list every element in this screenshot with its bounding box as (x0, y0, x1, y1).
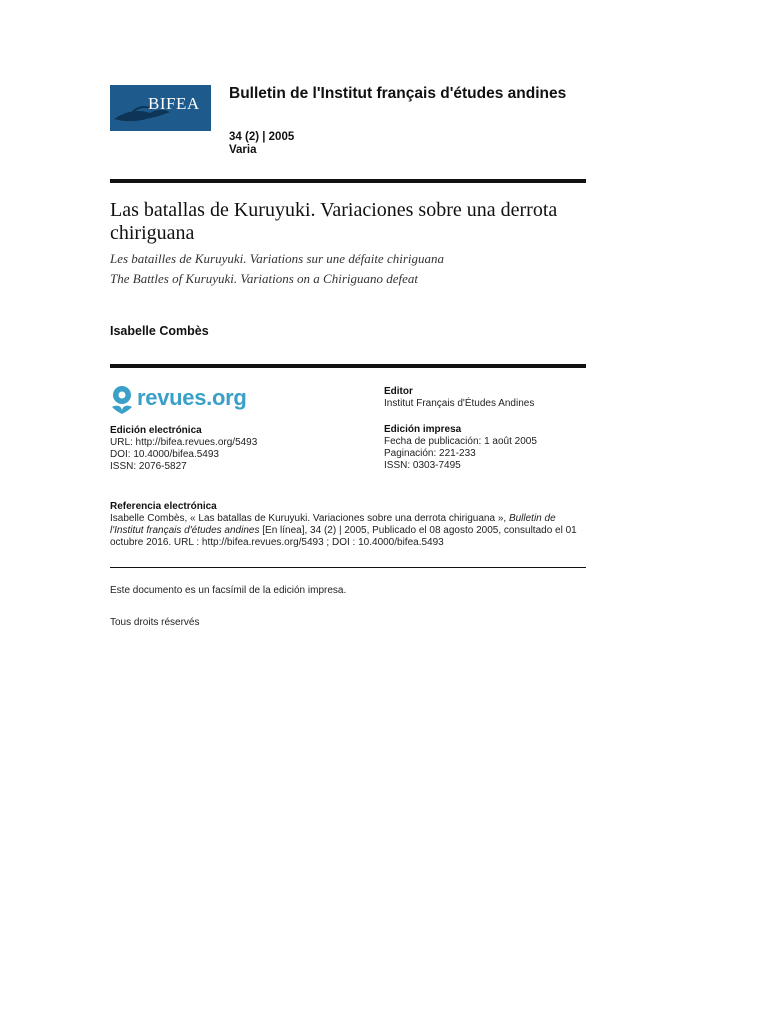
facsimile-note: Este documento es un facsímil de la edición impresa. (110, 585, 347, 596)
electronic-doi[interactable]: DOI: 10.4000/bifea.5493 (110, 449, 219, 460)
bifea-logo (110, 85, 211, 131)
print-edition-heading: Edición impresa (384, 424, 462, 435)
editor-block (384, 386, 534, 410)
print-pub-date: Fecha de publicación: 1 août 2005 (384, 436, 537, 447)
print-edition (384, 424, 537, 472)
article-title-fr: Les batailles de Kuruyuki. Variations sur une défaite chiriguana (110, 251, 445, 266)
revues-logo (110, 385, 247, 415)
revues-logo-text: revues.org (137, 385, 247, 410)
issue-number: 34 (2) | 2005 (229, 131, 295, 143)
middle-rule (110, 364, 586, 368)
reference-journal: Bulletin de l'Institut français d'études andines (110, 513, 556, 536)
top-rule (110, 179, 586, 183)
article-title-en: The Battles of Kuruyuki. Variations on a Chiriguano defeat (110, 271, 419, 286)
editor-heading: Editor (384, 386, 413, 397)
editor-name: Institut Français d'Études Andines (384, 398, 535, 409)
electronic-edition (110, 425, 257, 473)
reference-part2: [En línea], 34 (2) | 2005, Publicado el 08 agosto 2005, consultado el 01 octubre 2016. URL : http://bifea.revues.org/5493 ; DOI : 10.4000/bifea.5493 (110, 525, 577, 548)
section-name: Varia (229, 144, 257, 156)
electronic-edition-heading: Edición electrónica (110, 425, 202, 436)
bottom-rule (110, 567, 586, 568)
electronic-issn: ISSN: 2076-5827 (110, 461, 187, 472)
journal-title: Bulletin de l'Institut français d'études andines (229, 85, 567, 102)
electronic-url[interactable]: URL: http://bifea.revues.org/5493 (110, 437, 258, 448)
revues-person-icon (110, 385, 134, 415)
reference-heading: Referencia electrónica (110, 501, 217, 512)
print-pages: Paginación: 221-233 (384, 448, 476, 459)
article-title: Las batallas de Kuruyuki. Variaciones sobre una derrota chiriguana (110, 199, 558, 244)
reference-part1: Isabelle Combès, « Las batallas de Kuruyuki. Variaciones sobre una derrota chiriguana », (110, 513, 509, 524)
logo-text: BIFEA (148, 94, 200, 113)
issue-info (229, 131, 294, 157)
print-issn: ISSN: 0303-7495 (384, 460, 461, 471)
electronic-reference (110, 501, 580, 549)
reference-text (110, 513, 580, 549)
rights-note: Tous droits réservés (110, 617, 200, 628)
author-name: Isabelle Combès (110, 324, 209, 338)
